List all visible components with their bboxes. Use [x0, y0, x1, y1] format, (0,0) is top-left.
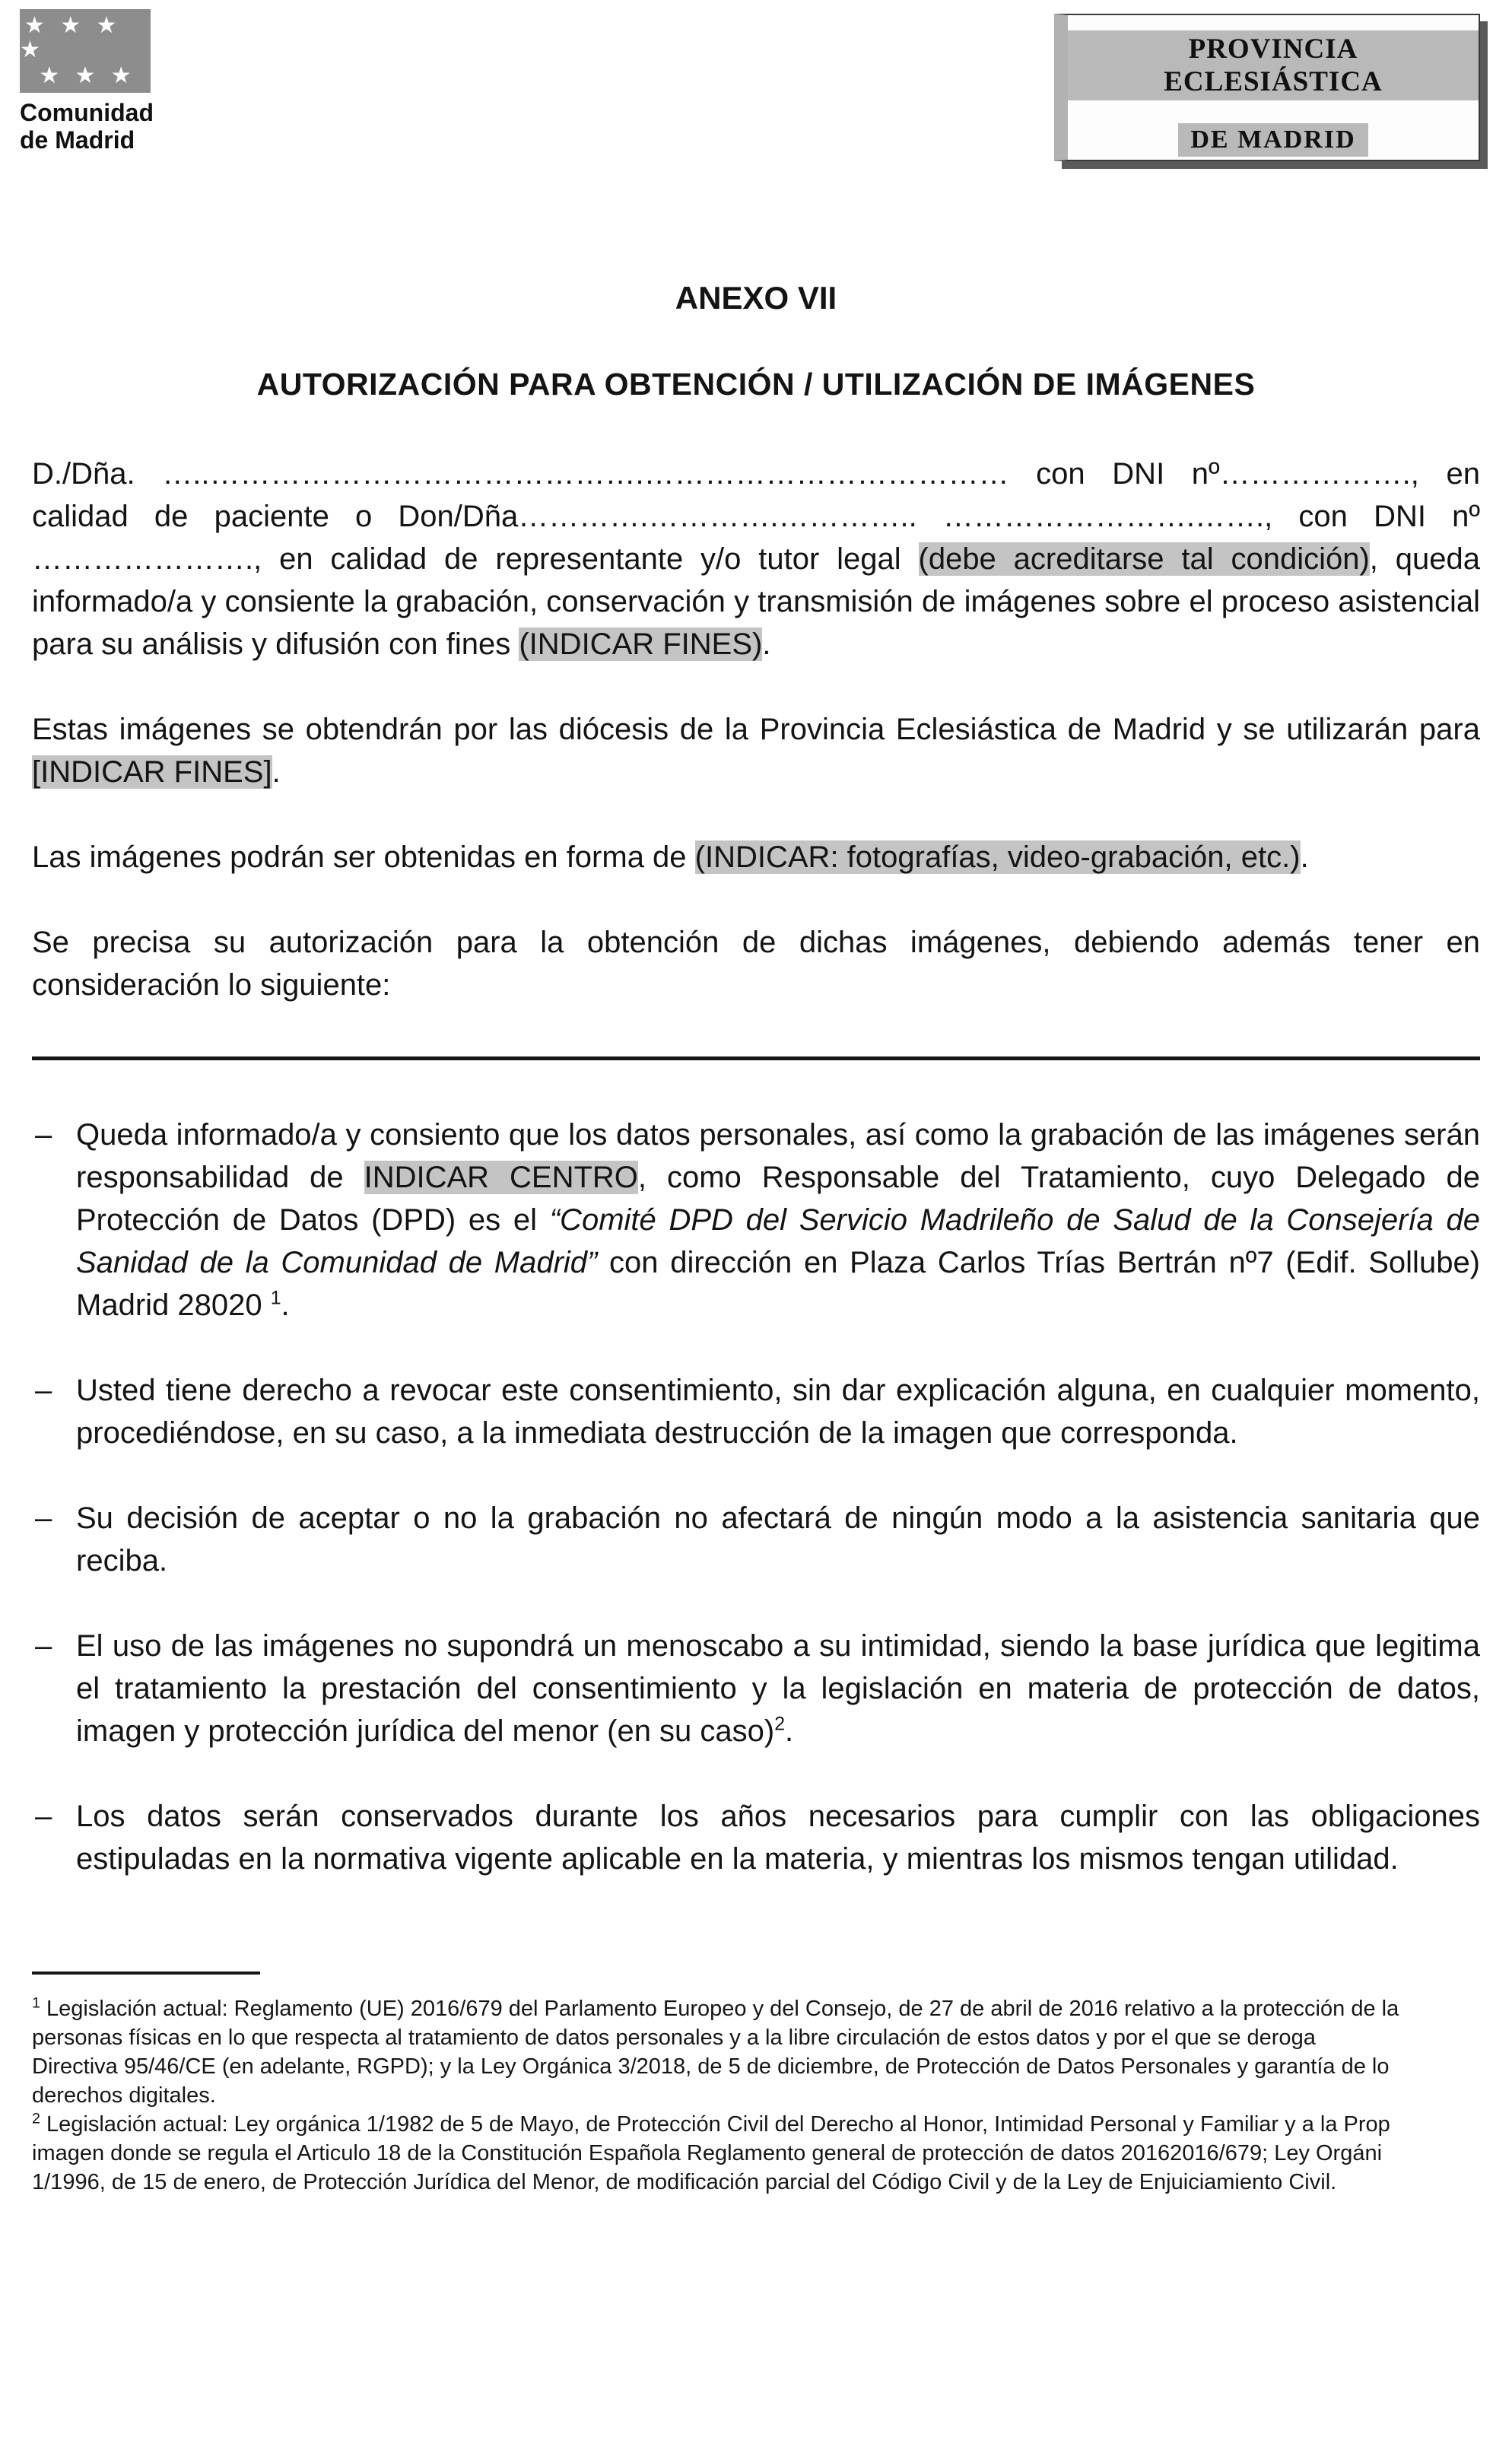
footnote-1-line-1	[32, 1994, 1480, 2023]
document-body	[0, 453, 1512, 2197]
document-title: AUTORIZACIÓN PARA OBTENCIÓN / UTILIZACIÓN DE IMÁGENES	[256, 367, 1256, 402]
footnote-ref-2: 2	[774, 1714, 786, 1735]
highlight-indicar-fines-2: [INDICAR FINES]	[32, 755, 272, 789]
p3-text-1: Las imágenes podrán ser obtenidas en forma de	[32, 840, 695, 874]
footnote-1-text-1: Legislación actual: Reglamento (UE) 2016/679 del Parlamento Europeo y del Consejo, de 27 de abril de 2016 relativo a la protección de la	[40, 1997, 1399, 2021]
highlight-condicion: (debe acreditarse tal condición)	[918, 542, 1370, 576]
footnote-2-text-1: Legislación actual: Ley orgánica 1/1982 de 5 de Mayo, de Protección Civil del Derecho al Honor, Intimidad Personal y Familiar y a la Prop	[40, 2112, 1390, 2137]
b1-text-4: .	[281, 1288, 290, 1322]
star-row-bottom: ★ ★ ★	[39, 63, 136, 88]
provincia-box-line2-wrap	[1068, 100, 1479, 157]
provincia-box-line2: DE MADRID	[1178, 123, 1367, 157]
b5-text: Los datos serán conservados durante los años necesarios para cumplir con las obligaciones estipuladas en la normativa vigente aplicable en la materia, y mientras los mismos tengan utilidad.	[76, 1800, 1480, 1876]
p2-text-1: Estas imágenes se obtendrán por las diócesis de la Provincia Eclesiástica de Madrid y se utilizarán para	[32, 713, 1480, 746]
highlight-indicar-forma: (INDICAR: fotografías, video-grabación, etc.)	[694, 840, 1301, 874]
bullet-conservacion	[32, 1795, 1480, 1880]
intro-text-3: .	[762, 628, 771, 661]
footnote-1-line-4: derechos digitales.	[32, 2083, 216, 2108]
logo-wordmark-line2: de Madrid	[20, 126, 135, 154]
star-row-top: ★ ★ ★ ★	[20, 13, 122, 62]
b4-text-2: .	[785, 1714, 794, 1748]
footnote-separator	[32, 1972, 260, 1975]
bullet-marker: –	[35, 1118, 52, 1152]
footnote-1-marker: 1	[32, 1994, 40, 2012]
b1-text-3: con dirección en Plaza Carlos Trías Bertrán nº7 (Edif. Sollube) Madrid 28020	[76, 1246, 1481, 1322]
b2-text: Usted tiene derecho a revocar este consentimiento, sin dar explicación alguna, en cualquier momento, procediéndose, en su caso, a la inmediata destrucción de la imagen que corresponda.	[76, 1374, 1480, 1450]
footnote-1-line-3: Directiva 95/46/CE (en adelante, RGPD); y la Ley Orgánica 3/2018, de 5 de diciembre, de Protección de Datos Personales y garantía de lo	[32, 2054, 1390, 2079]
paragraph-imagenes-obtendran	[32, 708, 1480, 793]
footnote-2-line-1	[32, 2110, 1480, 2139]
b1-text-2: , como Responsable del Tratamiento, cuyo Delegado de Protección de Datos (DPD) es el	[76, 1161, 1481, 1237]
highlight-indicar-centro: INDICAR CENTRO	[364, 1161, 638, 1194]
b3-text: Su decisión de aceptar o no la grabación no afectará de ningún modo a la asistencia sanitaria que reciba.	[76, 1501, 1480, 1578]
star-emblem	[20, 9, 151, 93]
b4-text-1: El uso de las imágenes no supondrá un menoscabo a su intimidad, siendo la base jurídica que legitima el tratamiento la prestación del consentimiento y la legislación en materia de protección de datos, imagen y protección jurídica del menor (en su caso)	[76, 1629, 1480, 1748]
paragraph-autorizacion: Se precisa su autorización para la obtención de dichas imágenes, debiendo además tener en consideración lo siguiente:	[32, 926, 1480, 1002]
provincia-eclesiastica-box	[1054, 14, 1480, 161]
header	[0, 0, 1512, 190]
annex-title: ANEXO VII	[675, 280, 837, 316]
b1-text-1: Queda informado/a y consiento que los datos personales, así como la grabación de las imágenes serán responsabilidad de	[76, 1118, 1480, 1194]
bullet-revocar	[32, 1369, 1480, 1454]
paragraph-forma-obtencion	[32, 836, 1480, 879]
bullet-decision	[32, 1497, 1480, 1582]
bullet-marker: –	[35, 1374, 52, 1407]
comunidad-madrid-logo	[20, 9, 179, 154]
footnote-ref-1: 1	[270, 1288, 281, 1309]
intro-paragraph	[32, 453, 1480, 666]
intro-text-1: D./Dña. …..…………………………………….……………………………… con DNI nº………………., en calidad de paciente o Don/Dña………….………….………….. …………………….……., con DNI nº …………………., en calidad de representante y/o tutor legal	[32, 457, 1480, 576]
provincia-box-line1: PROVINCIA ECLESIÁSTICA	[1068, 30, 1479, 100]
p2-text-2: .	[272, 755, 281, 789]
footnotes-section	[32, 1972, 1480, 2197]
intro-text-2: , queda informado/a y consiente la grabación, conservación y transmisión de imágenes sobre el proceso asistencial para su análisis y difusión con fines	[32, 542, 1480, 661]
bullet-uso-imagenes	[32, 1625, 1480, 1752]
bullet-marker: –	[35, 1501, 52, 1535]
p3-text-2: .	[1300, 840, 1309, 874]
footnote-2-line-2: imagen donde se regula el Articulo 18 de la Constitución Española Reglamento general de protección de datos 20162016/679; Ley Orgáni	[32, 2141, 1383, 2165]
footnote-2-marker: 2	[32, 2110, 40, 2127]
bullet-marker: –	[35, 1800, 52, 1833]
footnote-2-line-3: 1/1996, de 15 de enero, de Protección Jurídica del Menor, de modificación parcial del Código Civil y de la Ley de Enjuiciamiento Civil.	[32, 2170, 1337, 2194]
bullet-datos-personales	[32, 1114, 1480, 1327]
bullet-marker: –	[35, 1629, 52, 1663]
logo-wordmark-line1: Comunidad	[20, 99, 154, 126]
section-divider	[32, 1056, 1480, 1060]
b1-comite-dpd-italic: “Comité DPD del Servicio Madrileño de Salud de la Consejería de Sanidad de la Comunidad de Madrid”	[76, 1203, 1480, 1279]
highlight-indicar-fines-1: (INDICAR FINES)	[519, 628, 763, 661]
footnote-1-line-2: personas físicas en lo que respecta al tratamiento de datos personales y a la libre circulación de estos datos y por el que se deroga	[32, 2026, 1316, 2050]
logo-wordmark	[20, 99, 179, 154]
